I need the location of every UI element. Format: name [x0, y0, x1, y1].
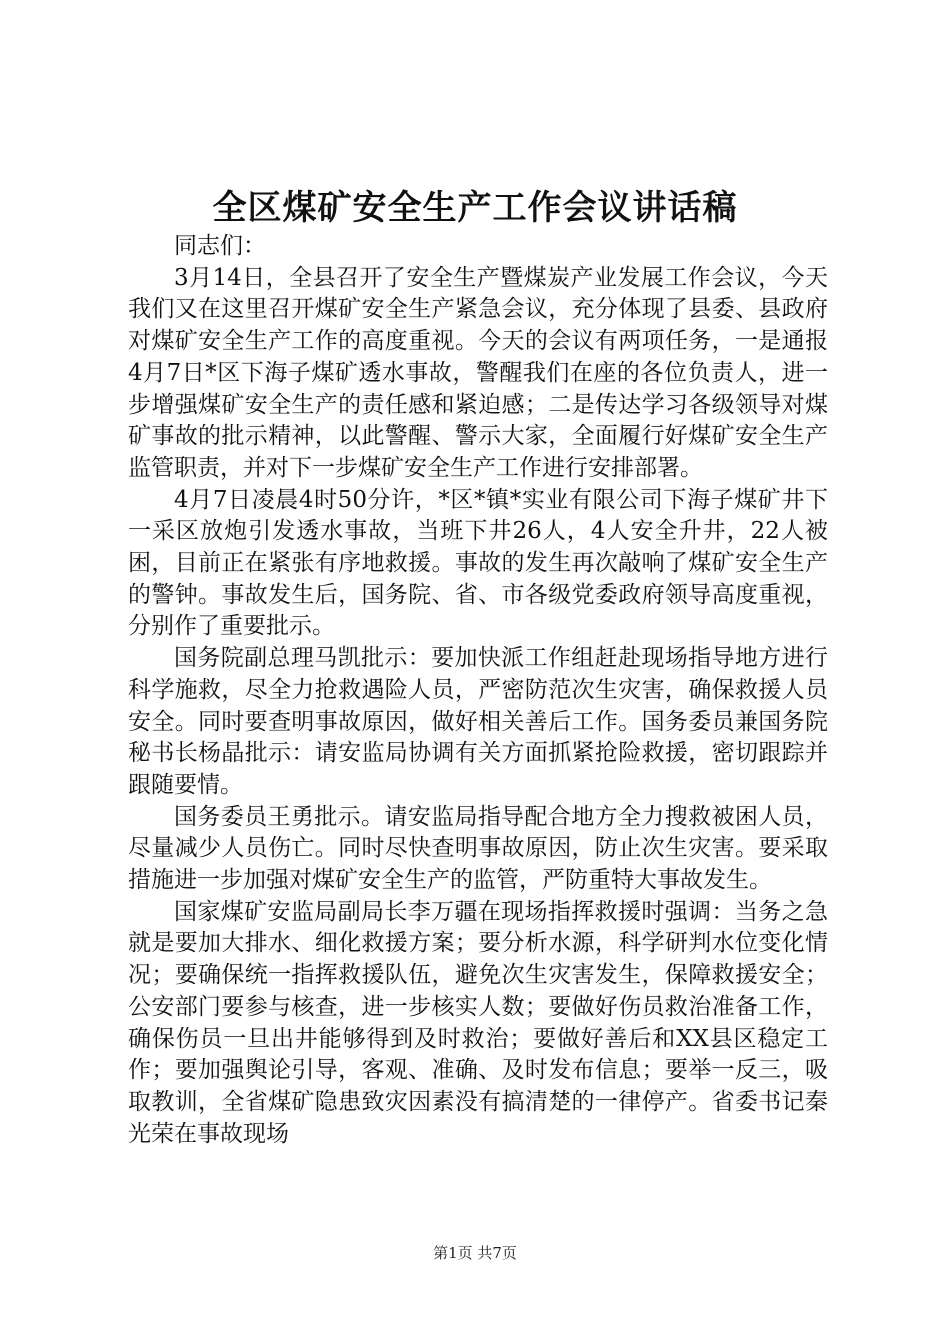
- paragraph-5: 国家煤矿安监局副局长李万疆在现场指挥救援时强调：当务之急就是要加大排水、细化救援方案；要分析水源，科学研判水位变化情况；要确保统一指挥救援队伍，避免次生灾害发生，保障救援安全；公安部门要参与核查，进一步核实人数；要做好伤员救治准备工作，确保伤员一旦出井能够得到及时救治；要做好善后和XX县区稳定工作；要加强舆论引导，客观、准确、及时发布信息；要举一反三，吸取教训，全省煤矿隐患致灾因素没有搞清楚的一律停产。省委书记秦光荣在事故现场: [128, 898, 828, 1147]
- page-number-footer: 第1页 共7页: [433, 1244, 517, 1262]
- paragraph-2: 4月7日凌晨4时50分许，*区*镇*实业有限公司下海子煤矿井下一采区放炮引发透水事故，当班下井26人，4人安全升井，22人被困，目前正在紧张有序地救援。事故的发生再次敲响了煤矿安全生产的警钟。事故发生后，国务院、省、市各级党委政府领导高度重视，分别作了重要批示。: [128, 486, 828, 640]
- document-body: [128, 231, 828, 1150]
- document-title: 全区煤矿安全生产工作会议讲话稿: [212, 188, 738, 228]
- paragraph-1: 3月14日，全县召开了安全生产暨煤炭产业发展工作会议，今天我们又在这里召开煤矿安全生产紧急会议，充分体现了县委、县政府对煤矿安全生产工作的高度重视。今天的会议有两项任务，一是通报4月7日*区下海子煤矿透水事故，警醒我们在座的各位负责人，进一步增强煤矿安全生产的责任感和紧迫感；二是传达学习各级领导对煤矿事故的批示精神，以此警醒、警示大家，全面履行好煤矿安全生产监管职责，并对下一步煤矿安全生产工作进行安排部署。: [128, 264, 828, 481]
- salutation: 同志们：: [174, 233, 266, 259]
- paragraph-4: 国务委员王勇批示。请安监局指导配合地方全力搜救被困人员，尽量减少人员伤亡。同时尽快查明事故原因，防止次生灾害。要采取措施进一步加强对煤矿安全生产的监管，严防重特大事故发生。: [128, 803, 828, 894]
- paragraph-3: 国务院副总理马凯批示：要加快派工作组赶赴现场指导地方进行科学施救，尽全力抢救遇险人员，严密防范次生灾害，确保救援人员安全。同时要查明事故原因，做好相关善后工作。国务委员兼国务院秘书长杨晶批示：请安监局协调有关方面抓紧抢险救援，密切跟踪并跟随要情。: [128, 645, 828, 798]
